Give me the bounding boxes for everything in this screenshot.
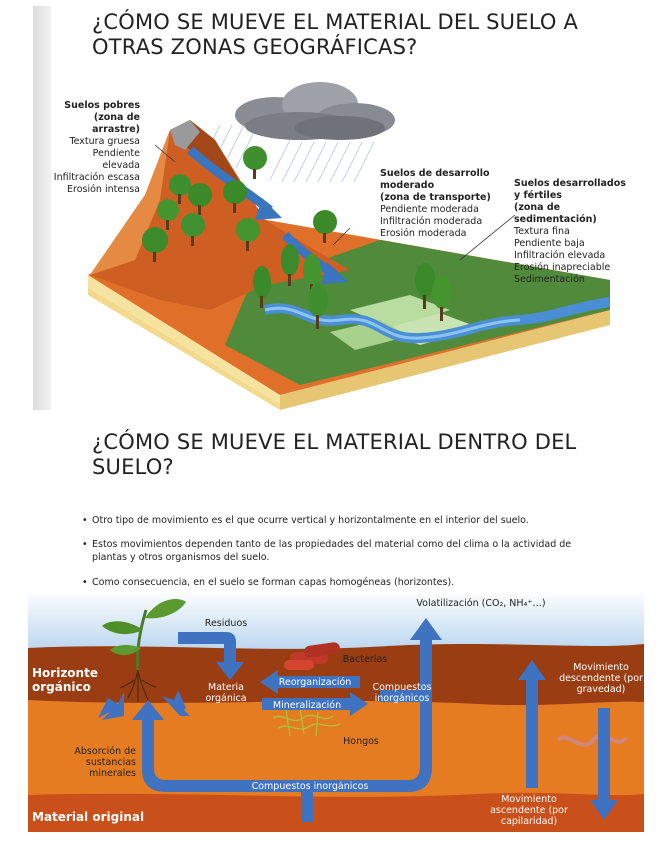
ascending-line: Movimiento (501, 794, 557, 805)
fertile-soils-heading: Suelos desarrollados (514, 178, 626, 189)
descending-line: descendente (por (559, 673, 643, 684)
poor-soils-label (48, 100, 140, 196)
poor-soils-line: Infiltración escasa (53, 172, 140, 183)
fertile-soils-line: Pendiente baja (514, 238, 585, 249)
section2-title (92, 430, 576, 480)
bullet-item (82, 514, 612, 527)
fertile-soils-zone: (zona de (514, 202, 561, 213)
fungi-label: Hongos (343, 736, 379, 747)
poor-soils-zone: (zona de arrastre) (92, 112, 140, 135)
moderate-soils-line: Infiltración moderada (380, 216, 483, 227)
ascending-movement-label (484, 794, 574, 827)
inorganic-compounds-line: inorgánicos (374, 693, 430, 704)
inorganic-compounds-line: Compuestos (372, 682, 432, 693)
section1-title-line2: OTRAS ZONAS GEOGRÁFICAS? (92, 35, 418, 59)
bullet-text: Estos movimientos dependen tanto de las propiedades del material como del clima o la actividad de plantas y otros organismos del suelo. (92, 539, 572, 563)
fertile-soils-heading: y fértiles (514, 190, 562, 201)
inorganic-bottom-label: Compuestos inorgánicos (251, 781, 369, 792)
descending-movement-label (556, 662, 646, 695)
poor-soils-line: elevada (102, 160, 140, 171)
descending-line: Movimiento (573, 662, 629, 673)
fertile-soils-zone: sedimentación) (514, 214, 597, 225)
section2-title-line2: SUELO? (92, 455, 174, 479)
bullet-dot: • (82, 539, 88, 550)
fertile-soils-label (514, 178, 632, 286)
moderate-soils-line: Pendiente moderada (380, 204, 479, 215)
absorption-line: sustancias (85, 757, 136, 768)
moderate-soils-line: Erosión moderada (380, 228, 467, 239)
moderate-soils-heading: Suelos de desarrollo (380, 168, 490, 179)
organic-matter-line: Materia (208, 682, 244, 693)
organic-matter-label (196, 682, 256, 704)
fertile-soils-line: Infiltración elevada (514, 250, 606, 261)
organic-horizon-line: Horizonte (32, 666, 98, 680)
parent-material-label: Material original (32, 810, 145, 824)
bullet-text: Otro tipo de movimiento es el que ocurre vertical y horizontalmente en el interior del suelo. (92, 515, 529, 526)
descending-line: gravedad) (576, 684, 626, 695)
mineralization-label: Mineralización (272, 700, 342, 711)
bullet-dot: • (82, 577, 88, 588)
absorption-line: minerales (89, 768, 136, 779)
poor-soils-line: Pendiente (92, 148, 140, 159)
bullet-item (82, 538, 592, 564)
volatilization-label: Volatilización (CO₂, NH₄⁺…) (416, 598, 546, 609)
bullet-text: Como consecuencia, en el suelo se forman capas homogéneas (horizontes). (92, 577, 455, 588)
section1-title (92, 10, 578, 60)
bullet-dot: • (82, 515, 88, 526)
ascending-line: ascendente (por (490, 805, 568, 816)
absorption-label (52, 746, 136, 779)
organic-matter-line: orgánica (205, 693, 247, 704)
moderate-soils-label (380, 168, 500, 240)
poor-soils-line: Textura gruesa (69, 136, 140, 147)
grey-strip (33, 6, 51, 410)
absorption-line: Absorción de (74, 746, 136, 757)
organic-horizon-line: orgánico (32, 680, 91, 694)
ascending-line: capilaridad) (500, 816, 558, 827)
fertile-soils-line: Erosión inapreciable (514, 262, 611, 273)
reorganization-label: Reorganización (278, 677, 352, 688)
fertile-soils-line: Sedimentación (514, 274, 585, 285)
residues-label: Residuos (204, 618, 248, 629)
section2-title-line1: ¿CÓMO SE MUEVE EL MATERIAL DENTRO DEL (92, 430, 577, 454)
section1-title-line1: ¿CÓMO SE MUEVE EL MATERIAL DEL SUELO A (92, 10, 579, 34)
moderate-soils-zone: (zona de transporte) (380, 192, 491, 203)
bacteria-label: Bacterias (342, 654, 388, 665)
inorganic-compounds-label (362, 682, 442, 704)
bullet-item (82, 576, 612, 589)
poor-soils-heading: Suelos pobres (64, 100, 140, 111)
organic-horizon-label (32, 666, 112, 694)
moderate-soils-heading: moderado (380, 180, 435, 191)
poor-soils-line: Erosión intensa (67, 184, 140, 195)
fertile-soils-line: Textura fina (514, 226, 570, 237)
